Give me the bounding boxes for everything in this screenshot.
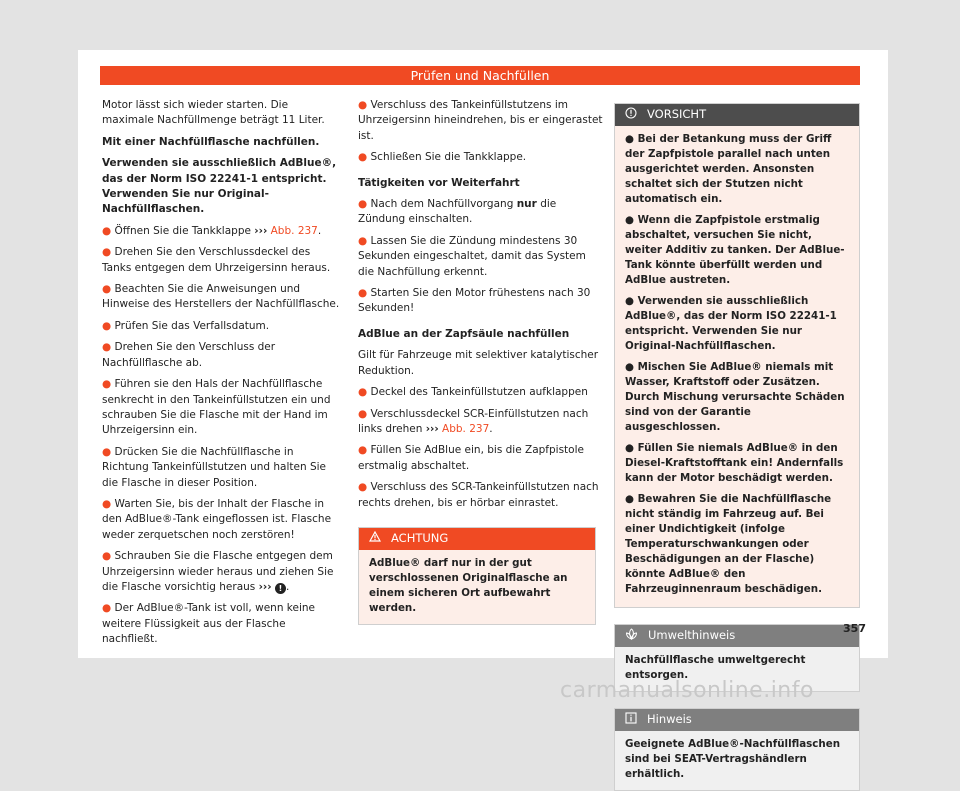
bullet-icon: ● — [102, 283, 112, 296]
bullet-icon: ● — [102, 497, 112, 510]
bullet-icon: ● — [358, 234, 368, 247]
leaf-icon — [625, 628, 638, 644]
list-item: ● Der AdBlue®-Tank ist voll, wenn keine weitere Flüssigkeit aus der Flasche nachfließt. — [102, 602, 316, 646]
list-item: ● Schrauben Sie die Flasche entgegen dem Uhrzeigersinn wieder heraus und ziehen Sie die Flasche vorsichtig heraus ››› ! . — [102, 550, 334, 593]
watermark: carmanualsonline.info — [560, 678, 814, 703]
achtung-title: ACHTUNG — [391, 531, 449, 546]
list-item: ● Prüfen Sie das Verfallsdatum. — [102, 319, 270, 332]
list-item: ● Schließen Sie die Tankklappe. — [358, 151, 527, 164]
list-item: ● Nach dem Nachfüllvorgang nur die Zündung einschalten. — [358, 198, 557, 226]
achtung-header — [359, 528, 595, 550]
list-item: ● Starten Sie den Motor frühestens nach 30 Sekunden! — [358, 287, 591, 315]
list-item: ● Beachten Sie die Anweisungen und Hinweise des Herstellers der Nachfüllflasche. — [102, 283, 340, 311]
bullet-icon: ● — [358, 151, 368, 164]
warning-circle-icon[interactable]: ! — [275, 583, 286, 594]
vorsicht-title: VORSICHT — [647, 107, 707, 122]
list-item: ● Drehen Sie den Verschlussdeckel des Tanks entgegen dem Uhrzeigersinn heraus. — [102, 246, 331, 274]
list-item: ● Füllen Sie niemals AdBlue® in den Diesel-Kraftstofftank ein! Andernfalls kann der Motor beschädigt werden. — [625, 442, 844, 484]
info-circle-icon — [625, 107, 637, 123]
bullet-icon: ● — [358, 481, 368, 494]
bullet-icon: ● — [358, 287, 368, 300]
reference-arrow-icon: ››› — [425, 422, 439, 435]
achtung-box — [358, 527, 596, 625]
figure-link[interactable]: Abb. 237 — [270, 224, 318, 237]
vorsicht-box — [614, 103, 860, 608]
umwelt-title: Umwelthinweis — [648, 628, 736, 643]
pump-refill-heading: AdBlue an der Zapfsäule nachfüllen — [358, 327, 570, 340]
bullet-icon: ● — [102, 319, 112, 332]
list-item: ● Führen sie den Hals der Nachfüllflasche senkrecht in den Tankeinfüllstutzen ein und schrauben Sie die Flasche mit der Hand im Uhrzeigersinn ein. — [102, 378, 331, 437]
section-header: Prüfen und Nachfüllen — [100, 66, 860, 85]
list-item: ● Füllen Sie AdBlue ein, bis die Zapfpistole erstmalig abschaltet. — [358, 444, 584, 472]
vorsicht-body — [615, 126, 859, 607]
hinweis-box — [614, 708, 860, 791]
list-item: ● Warten Sie, bis der Inhalt der Flasche in den AdBlue®-Tank eingeflossen ist. Flasche weder zerquetschen noch zerstören! — [102, 497, 332, 541]
bullet-icon: ● — [102, 246, 112, 259]
list-item: ● Drehen Sie den Verschluss der Nachfüllflasche ab. — [102, 341, 276, 369]
hinweis-text: Geeignete AdBlue®-Nachfüllflaschen sind bei SEAT-Vertragshändlern erhältlich. — [615, 731, 859, 790]
list-item: ● Mischen Sie AdBlue® niemals mit Wasser, Kraftstoff oder Zusätzen. Durch Mischung verursachte Schäden sind von der Garantie ausgeschlossen. — [625, 361, 845, 433]
list-item: ● Drücken Sie die Nachfüllflasche in Richtung Tankeinfüllstutzen und halten Sie die Flasche in dieser Position. — [102, 445, 327, 489]
column-1 — [102, 98, 342, 654]
list-item: ● Wenn die Zapfpistole erstmalig abschaltet, versuchen Sie nicht, weiter Additiv zu tanken. Der AdBlue-Tank könnte überfüllt werden und AdBlue austreten. — [625, 214, 845, 286]
intro-text: Motor lässt sich wieder starten. Die maximale Nachfüllmenge beträgt 11 Liter. — [102, 99, 325, 127]
umwelt-header — [615, 625, 859, 647]
before-driving-heading: Tätigkeiten vor Weiterfahrt — [358, 176, 520, 189]
bullet-icon: ● — [358, 198, 368, 211]
bullet-icon: ● — [102, 602, 112, 615]
adblue-norm-note: Verwenden sie ausschließlich AdBlue®, das der Norm ISO 22241-1 entspricht. Verwenden Sie nur Original-Nachfüllflaschen. — [102, 157, 337, 216]
bullet-icon: ● — [102, 341, 112, 354]
reference-arrow-icon: ››› — [254, 224, 268, 237]
list-item: ● Verschluss des SCR-Tankeinfüllstutzen nach rechts drehen, bis er hörbar einrastet. — [358, 481, 599, 509]
bullet-icon: ● — [102, 550, 112, 563]
bullet-icon: ● — [358, 407, 368, 420]
bullet-icon: ● — [102, 445, 112, 458]
info-square-icon — [625, 712, 637, 728]
bullet-icon: ● — [358, 99, 368, 111]
bullet-icon: ● — [102, 378, 112, 391]
hinweis-title: Hinweis — [647, 712, 692, 727]
list-item: ● Verschlussdeckel SCR-Einfüllstutzen nach links drehen ››› Abb. 237. — [358, 407, 589, 435]
warning-triangle-icon — [369, 531, 381, 546]
list-item: ● Bei der Betankung muss der Griff der Zapfpistole parallel nach unten ausgerichtet werden. Ansonsten schaltet sich der Stutzen nicht automatisch ein. — [625, 133, 832, 205]
refill-bottle-heading: Mit einer Nachfüllflasche nachfüllen. — [102, 135, 320, 148]
page-number: 357 — [843, 622, 866, 635]
vorsicht-header — [615, 104, 859, 126]
scr-note: Gilt für Fahrzeuge mit selektiver katalytischer Reduktion. — [358, 349, 599, 377]
figure-link[interactable]: Abb. 237 — [442, 422, 490, 435]
reference-arrow-icon: ››› — [258, 580, 272, 593]
umwelt-text: Nachfüllflasche umweltgerecht entsorgen. — [615, 647, 859, 691]
list-item: ● Bewahren Sie die Nachfüllflasche nicht ständig im Fahrzeug auf. Bei einer Undichtigkeit (infolge Temperaturschwankungen oder Beschädigungen an der Flasche) könnte AdBlue® den Fahrzeuginnenraum beschädigen. — [625, 493, 832, 595]
column-2 — [358, 98, 603, 625]
achtung-text: AdBlue® darf nur in der gut verschlossenen Originalflasche an einem sicheren Ort aufbewahrt werden. — [359, 550, 595, 624]
bullet-icon: ● — [102, 224, 112, 237]
list-item: ● Deckel des Tankeinfüllstutzen aufklappen — [358, 386, 588, 399]
bullet-icon: ● — [358, 386, 368, 399]
list-item: ● Lassen Sie die Zündung mindestens 30 Sekunden eingeschaltet, damit das System die Nachfüllung erkennt. — [358, 234, 586, 278]
list-item: ● Öffnen Sie die Tankklappe ››› Abb. 237. — [102, 224, 322, 237]
list-item: ● Verwenden sie ausschließlich AdBlue®, das der Norm ISO 22241-1 entspricht. Verwenden Sie nur Original-Nachfüllflaschen. — [625, 295, 837, 352]
list-item: ● Verschluss des Tankeinfüllstutzens im Uhrzeigersinn hineindrehen, bis er eingerastet ist. — [358, 99, 603, 142]
bullet-icon: ● — [358, 444, 368, 457]
hinweis-header — [615, 709, 859, 731]
